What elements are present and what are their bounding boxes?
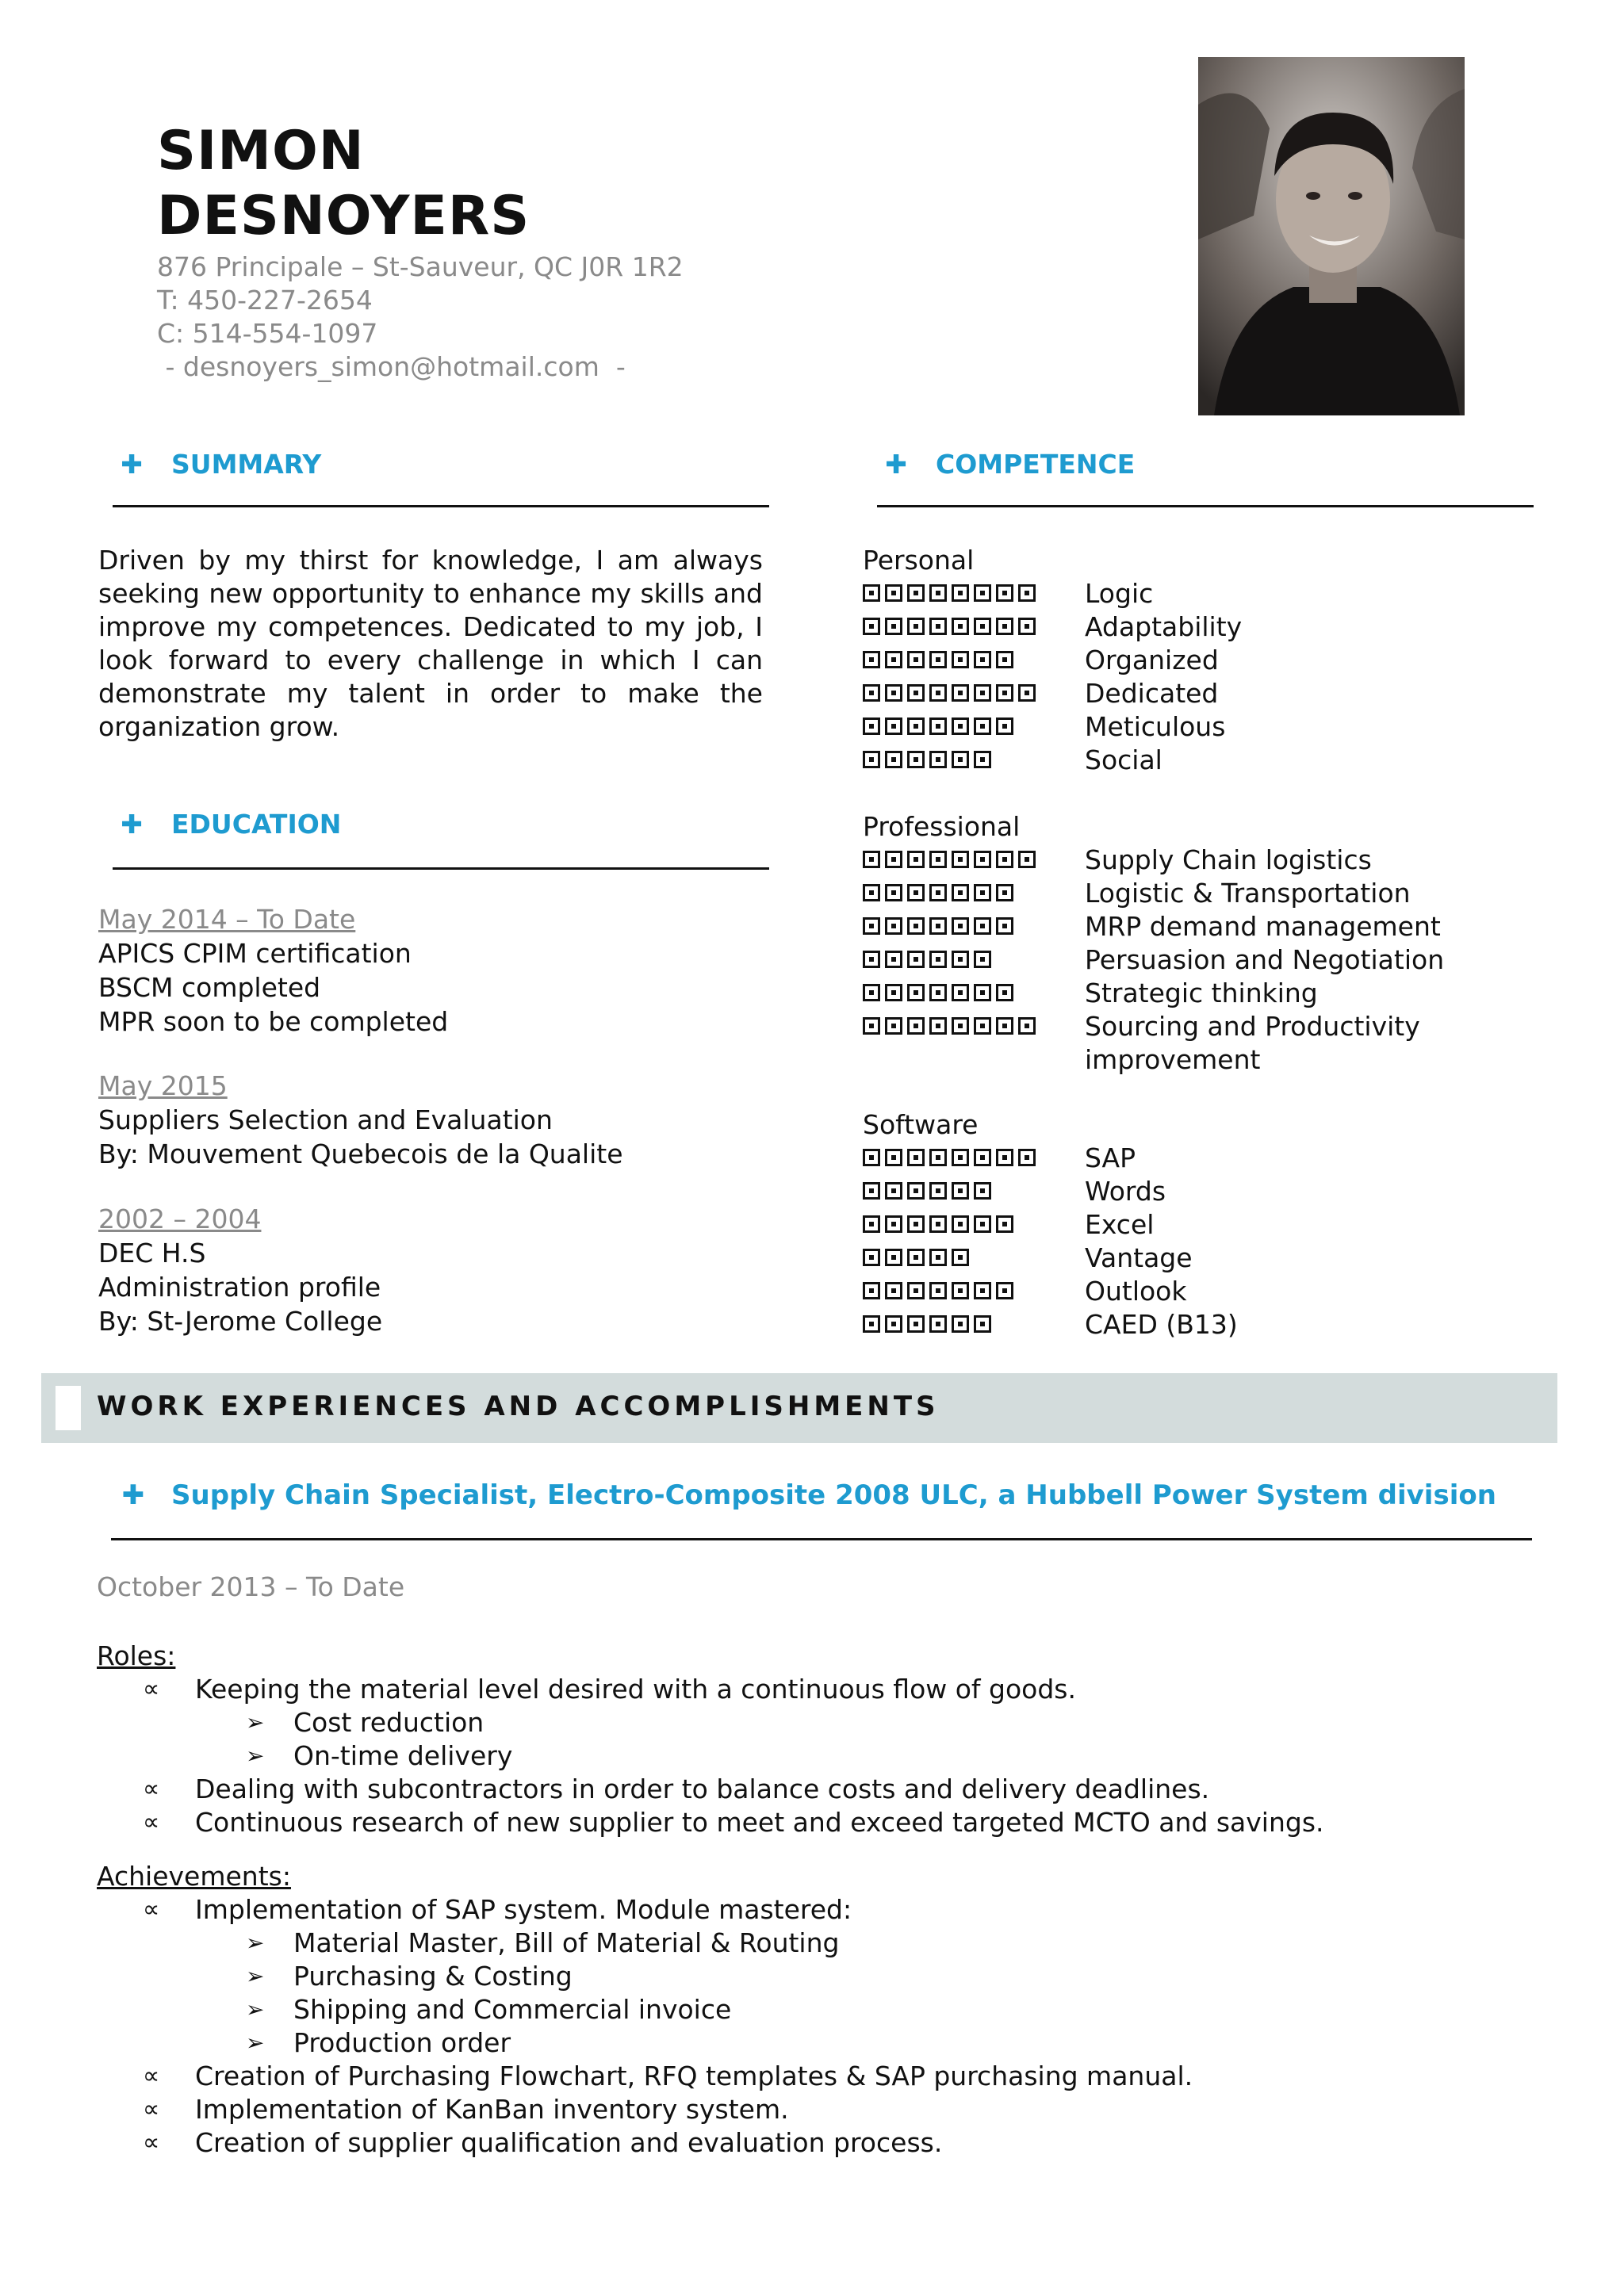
- education-line: Suppliers Selection and Evaluation: [98, 1104, 553, 1135]
- rating-box-icon: [996, 584, 1013, 602]
- roles-list: [97, 1673, 1324, 1839]
- rating-box-icon: [863, 1315, 880, 1333]
- education-date: 2002 – 2004: [98, 1203, 262, 1234]
- bullet-text: Keeping the material level desired with a continuous flow of goods.: [195, 1674, 1076, 1705]
- rating-box-icon: [974, 1282, 991, 1299]
- rating-box-icon: [863, 1017, 880, 1035]
- sub-bullet-item: [97, 1927, 1193, 1960]
- rating-box-icon: [974, 618, 991, 635]
- rating-box-icon: [907, 651, 925, 668]
- rating-box-icon: [929, 1249, 947, 1266]
- rating-box-icon: [907, 751, 925, 768]
- rating-box-icon: [974, 651, 991, 668]
- skill-rating: [863, 910, 1085, 935]
- rating-box-icon: [996, 1149, 1013, 1166]
- rating-box-icon: [1018, 851, 1036, 868]
- rating-box-icon: [952, 584, 969, 602]
- skill-rating: [863, 1242, 1085, 1266]
- rating-box-icon: [907, 584, 925, 602]
- skill-name: Social: [1085, 744, 1162, 775]
- rating-box-icon: [885, 751, 902, 768]
- rating-box-icon: [885, 718, 902, 735]
- rating-box-icon: [907, 884, 925, 901]
- competence-group-title: Software: [863, 1109, 979, 1140]
- rating-box-icon: [907, 917, 925, 935]
- skill-name: Outlook: [1085, 1276, 1187, 1307]
- rating-box-icon: [996, 884, 1013, 901]
- rating-box-icon: [907, 1017, 925, 1035]
- skill-name: SAP: [1085, 1142, 1136, 1173]
- summary-text: Driven by my thirst for knowledge, I am always seeking new opportunity to enhance my skills and improve my competences. Dedicated to my job, I look forward to every challenge in which I can demonstrate my talent in order to make the organization grow.: [98, 545, 763, 742]
- rating-box-icon: [885, 618, 902, 635]
- rating-box-icon: [929, 1017, 947, 1035]
- skill-row: [863, 1175, 1576, 1208]
- bullet-item: [97, 1673, 1324, 1706]
- rating-box-icon: [907, 1182, 925, 1200]
- address: 876 Principale – St-Sauveur, QC J0R 1R2: [157, 251, 684, 282]
- email: - desnoyers_simon@hotmail.com -: [157, 351, 626, 382]
- rating-box-icon: [996, 684, 1013, 702]
- rating-box-icon: [929, 618, 947, 635]
- rating-box-icon: [863, 618, 880, 635]
- rating-box-icon: [952, 751, 969, 768]
- rating-box-icon: [929, 684, 947, 702]
- rating-box-icon: [885, 1017, 902, 1035]
- rating-box-icon: [863, 1215, 880, 1233]
- rating-box-icon: [952, 984, 969, 1001]
- competence-heading: ✚ COMPETENCE: [880, 449, 1135, 480]
- skill-rating: [863, 1142, 1085, 1166]
- skill-rating: [863, 610, 1085, 635]
- job-divider: [111, 1538, 1532, 1540]
- skill-rating: [863, 977, 1085, 1001]
- skill-name: Strategic thinking: [1085, 978, 1318, 1008]
- bullet-icon: ∝: [143, 1675, 160, 1703]
- rating-box-icon: [1018, 684, 1036, 702]
- skill-rating: [863, 1010, 1085, 1035]
- education-entry: [98, 1069, 764, 1171]
- skill-row: [863, 910, 1576, 943]
- rating-box-icon: [1018, 618, 1036, 635]
- rating-box-icon: [929, 751, 947, 768]
- rating-box-icon: [863, 751, 880, 768]
- rating-box-icon: [974, 1149, 991, 1166]
- education-divider: [113, 867, 769, 870]
- bullet-icon: ∝: [143, 2129, 160, 2156]
- rating-box-icon: [996, 917, 1013, 935]
- sub-bullet-item: [97, 1993, 1193, 2026]
- rating-box-icon: [929, 851, 947, 868]
- plus-icon: ✚: [121, 809, 143, 840]
- skill-rating: [863, 644, 1085, 668]
- education-line: BSCM completed: [98, 972, 321, 1003]
- sub-bullet-text: Shipping and Commercial invoice: [293, 1994, 732, 2025]
- education-line: By: St-Jerome College: [98, 1306, 383, 1337]
- rating-box-icon: [863, 1249, 880, 1266]
- education-date: May 2015: [98, 1070, 228, 1101]
- candidate-name: [157, 119, 530, 249]
- bullet-text: Dealing with subcontractors in order to balance costs and delivery deadlines.: [195, 1774, 1210, 1804]
- rating-box-icon: [885, 951, 902, 968]
- work-heading: WORK EXPERIENCES AND ACCOMPLISHMENTS: [97, 1391, 940, 1422]
- skill-rating: [863, 710, 1085, 735]
- skill-rating: [863, 677, 1085, 702]
- rating-box-icon: [952, 1282, 969, 1299]
- rating-box-icon: [929, 584, 947, 602]
- competence-group: [863, 1108, 1576, 1341]
- bullet-item: [97, 2060, 1193, 2093]
- name-first: SIMON: [157, 120, 365, 182]
- rating-box-icon: [952, 1249, 969, 1266]
- bullet-text: Implementation of SAP system. Module mastered:: [195, 1894, 852, 1925]
- education-entry: [98, 902, 764, 1039]
- roles-label: Roles:: [97, 1640, 176, 1671]
- rating-box-icon: [885, 1249, 902, 1266]
- rating-box-icon: [952, 1149, 969, 1166]
- skill-row: [863, 977, 1576, 1010]
- bullet-icon: ∝: [143, 1775, 160, 1803]
- name-last: DESNOYERS: [157, 185, 530, 247]
- skill-rating: [863, 1275, 1085, 1299]
- rating-box-icon: [929, 718, 947, 735]
- rating-box-icon: [907, 718, 925, 735]
- rating-box-icon: [929, 1282, 947, 1299]
- skill-name: MRP demand management: [1085, 911, 1441, 942]
- skill-name: Sourcing and Productivity improvement: [1085, 1011, 1420, 1075]
- sub-bullet-text: Production order: [293, 2027, 511, 2058]
- arrow-bullet-icon: ➢: [246, 1709, 265, 1735]
- rating-box-icon: [863, 718, 880, 735]
- skill-name: Supply Chain logistics: [1085, 844, 1372, 875]
- summary-divider: [113, 505, 769, 507]
- rating-box-icon: [996, 1215, 1013, 1233]
- skill-row: [863, 943, 1576, 977]
- rating-box-icon: [885, 917, 902, 935]
- skill-row: [863, 677, 1576, 710]
- rating-box-icon: [863, 984, 880, 1001]
- skill-row: [863, 1010, 1576, 1077]
- rating-box-icon: [885, 1215, 902, 1233]
- cell-phone: C: 514-554-1097: [157, 318, 378, 349]
- sub-bullet-item: [97, 1739, 1324, 1773]
- competence-group: [863, 810, 1576, 1077]
- skill-name: Words: [1085, 1176, 1166, 1207]
- skill-row: [863, 1308, 1576, 1341]
- rating-box-icon: [885, 684, 902, 702]
- rating-box-icon: [907, 951, 925, 968]
- achievements-label: Achievements:: [97, 1861, 291, 1892]
- skill-row: [863, 877, 1576, 910]
- rating-box-icon: [952, 651, 969, 668]
- rating-box-icon: [996, 851, 1013, 868]
- rating-box-icon: [996, 1282, 1013, 1299]
- rating-box-icon: [996, 718, 1013, 735]
- bullet-icon: ∝: [143, 1808, 160, 1836]
- bullet-item: [97, 1806, 1324, 1839]
- rating-box-icon: [885, 851, 902, 868]
- skill-row: [863, 577, 1576, 610]
- bullet-item: [97, 1893, 1193, 1927]
- rating-box-icon: [974, 884, 991, 901]
- rating-box-icon: [952, 684, 969, 702]
- plus-icon: ✚: [885, 449, 907, 480]
- rating-box-icon: [863, 851, 880, 868]
- sub-bullet-text: Purchasing & Costing: [293, 1961, 573, 1992]
- education-heading: ✚ EDUCATION: [116, 809, 341, 840]
- skill-row: [863, 610, 1576, 644]
- skill-rating: [863, 1208, 1085, 1233]
- rating-box-icon: [907, 984, 925, 1001]
- rating-box-icon: [952, 884, 969, 901]
- rating-box-icon: [974, 584, 991, 602]
- rating-box-icon: [907, 851, 925, 868]
- rating-box-icon: [907, 1215, 925, 1233]
- job-date: October 2013 – To Date: [97, 1571, 405, 1602]
- skill-row: [863, 744, 1576, 777]
- rating-box-icon: [952, 1017, 969, 1035]
- rating-box-icon: [996, 1017, 1013, 1035]
- summary-heading: ✚ SUMMARY: [116, 449, 321, 480]
- bullet-icon: ∝: [143, 2062, 160, 2090]
- arrow-bullet-icon: ➢: [246, 1743, 265, 1769]
- skill-name: Meticulous: [1085, 711, 1226, 742]
- rating-box-icon: [885, 1315, 902, 1333]
- rating-box-icon: [929, 951, 947, 968]
- skill-name: Organized: [1085, 645, 1219, 675]
- rating-box-icon: [929, 1182, 947, 1200]
- sub-bullet-text: Cost reduction: [293, 1707, 485, 1738]
- arrow-bullet-icon: ➢: [246, 1963, 265, 1989]
- rating-box-icon: [996, 984, 1013, 1001]
- rating-box-icon: [929, 1149, 947, 1166]
- bullet-item: [97, 1773, 1324, 1806]
- skill-row: [863, 1142, 1576, 1175]
- skill-rating: [863, 877, 1085, 901]
- sub-bullet-item: [97, 2026, 1193, 2060]
- rating-box-icon: [952, 1215, 969, 1233]
- plus-icon: ✚: [121, 1479, 145, 1511]
- job-title: ✚ Supply Chain Specialist, Electro-Composite 2008 ULC, a Hubbell Power System division: [117, 1479, 1496, 1511]
- rating-box-icon: [907, 1282, 925, 1299]
- skill-rating: [863, 844, 1085, 868]
- achievements-list: [97, 1893, 1193, 2160]
- skill-rating: [863, 1308, 1085, 1333]
- rating-box-icon: [974, 1215, 991, 1233]
- skill-rating: [863, 744, 1085, 768]
- rating-box-icon: [863, 917, 880, 935]
- rating-box-icon: [974, 984, 991, 1001]
- rating-box-icon: [885, 884, 902, 901]
- education-line: MPR soon to be completed: [98, 1006, 449, 1037]
- skill-name: CAED (B13): [1085, 1309, 1238, 1340]
- sub-bullet-text: On-time delivery: [293, 1740, 513, 1771]
- rating-box-icon: [974, 1017, 991, 1035]
- competence-group-title: Professional: [863, 811, 1021, 842]
- skill-row: [863, 1275, 1576, 1308]
- rating-box-icon: [863, 1282, 880, 1299]
- education-line: DEC H.S: [98, 1238, 206, 1269]
- skill-row: [863, 1208, 1576, 1242]
- bullet-item: [97, 2126, 1193, 2160]
- rating-box-icon: [929, 651, 947, 668]
- arrow-bullet-icon: ➢: [246, 1996, 265, 2022]
- skill-name: Excel: [1085, 1209, 1155, 1240]
- rating-box-icon: [974, 1182, 991, 1200]
- bullet-text: Creation of supplier qualification and evaluation process.: [195, 2127, 943, 2158]
- rating-box-icon: [974, 718, 991, 735]
- competence-group: [863, 544, 1576, 777]
- rating-box-icon: [952, 618, 969, 635]
- rating-box-icon: [885, 1149, 902, 1166]
- rating-box-icon: [952, 951, 969, 968]
- rating-box-icon: [952, 1182, 969, 1200]
- rating-box-icon: [885, 1182, 902, 1200]
- roles-block: [97, 1640, 1324, 1839]
- phone: T: 450-227-2654: [157, 285, 373, 316]
- rating-box-icon: [952, 718, 969, 735]
- rating-box-icon: [952, 917, 969, 935]
- skill-rating: [863, 1175, 1085, 1200]
- rating-box-icon: [996, 618, 1013, 635]
- competence-divider: [877, 505, 1534, 507]
- bullet-item: [97, 2093, 1193, 2126]
- rating-box-icon: [974, 917, 991, 935]
- skill-rating: [863, 577, 1085, 602]
- sub-bullet-item: [97, 1960, 1193, 1993]
- education-line: By: Mouvement Quebecois de la Qualite: [98, 1138, 623, 1169]
- rating-box-icon: [974, 1315, 991, 1333]
- skill-name: Persuasion and Negotiation: [1085, 944, 1445, 975]
- competence-group-title: Personal: [863, 545, 975, 576]
- rating-box-icon: [863, 651, 880, 668]
- education-line: APICS CPIM certification: [98, 938, 412, 969]
- rating-box-icon: [996, 651, 1013, 668]
- rating-box-icon: [1018, 1149, 1036, 1166]
- education-date: May 2014 – To Date: [98, 904, 356, 935]
- rating-box-icon: [929, 1215, 947, 1233]
- rating-box-icon: [863, 884, 880, 901]
- rating-box-icon: [929, 917, 947, 935]
- rating-box-icon: [863, 1182, 880, 1200]
- skill-row: [863, 844, 1576, 877]
- skill-name: Logic: [1085, 578, 1154, 609]
- rating-box-icon: [863, 951, 880, 968]
- rating-box-icon: [907, 684, 925, 702]
- rating-box-icon: [885, 1282, 902, 1299]
- rating-box-icon: [974, 951, 991, 968]
- bar-marker: [56, 1386, 81, 1430]
- profile-photo: [1198, 57, 1465, 415]
- rating-box-icon: [885, 584, 902, 602]
- rating-box-icon: [974, 684, 991, 702]
- education-entry: [98, 1202, 764, 1338]
- skill-row: [863, 1242, 1576, 1275]
- bullet-icon: ∝: [143, 1896, 160, 1923]
- achievements-block: [97, 1860, 1193, 2160]
- rating-box-icon: [863, 584, 880, 602]
- rating-box-icon: [907, 1149, 925, 1166]
- work-section-bar: [41, 1373, 1557, 1443]
- rating-box-icon: [863, 684, 880, 702]
- rating-box-icon: [974, 851, 991, 868]
- sub-bullet-text: Material Master, Bill of Material & Routing: [293, 1927, 840, 1958]
- skill-rating: [863, 943, 1085, 968]
- rating-box-icon: [885, 651, 902, 668]
- bullet-text: Continuous research of new supplier to meet and exceed targeted MCTO and savings.: [195, 1807, 1324, 1838]
- arrow-bullet-icon: ➢: [246, 2030, 265, 2056]
- rating-box-icon: [907, 1315, 925, 1333]
- rating-box-icon: [974, 751, 991, 768]
- skill-row: [863, 710, 1576, 744]
- skill-name: Adaptability: [1085, 611, 1243, 642]
- plus-icon: ✚: [121, 449, 143, 480]
- rating-box-icon: [907, 1249, 925, 1266]
- bullet-text: Implementation of KanBan inventory system.: [195, 2094, 789, 2125]
- rating-box-icon: [863, 1149, 880, 1166]
- bullet-text: Creation of Purchasing Flowchart, RFQ templates & SAP purchasing manual.: [195, 2061, 1193, 2091]
- rating-box-icon: [1018, 1017, 1036, 1035]
- arrow-bullet-icon: ➢: [246, 1930, 265, 1956]
- rating-box-icon: [929, 1315, 947, 1333]
- contact-info: [157, 251, 684, 384]
- skill-name: Dedicated: [1085, 678, 1219, 709]
- education-line: Administration profile: [98, 1272, 381, 1303]
- rating-box-icon: [907, 618, 925, 635]
- skill-name: Logistic & Transportation: [1085, 878, 1411, 909]
- rating-box-icon: [929, 984, 947, 1001]
- rating-box-icon: [929, 884, 947, 901]
- rating-box-icon: [952, 851, 969, 868]
- rating-box-icon: [885, 984, 902, 1001]
- skill-name: Vantage: [1085, 1242, 1193, 1273]
- skill-row: [863, 644, 1576, 677]
- bullet-icon: ∝: [143, 2095, 160, 2123]
- rating-box-icon: [1018, 584, 1036, 602]
- sub-bullet-item: [97, 1706, 1324, 1739]
- rating-box-icon: [952, 1315, 969, 1333]
